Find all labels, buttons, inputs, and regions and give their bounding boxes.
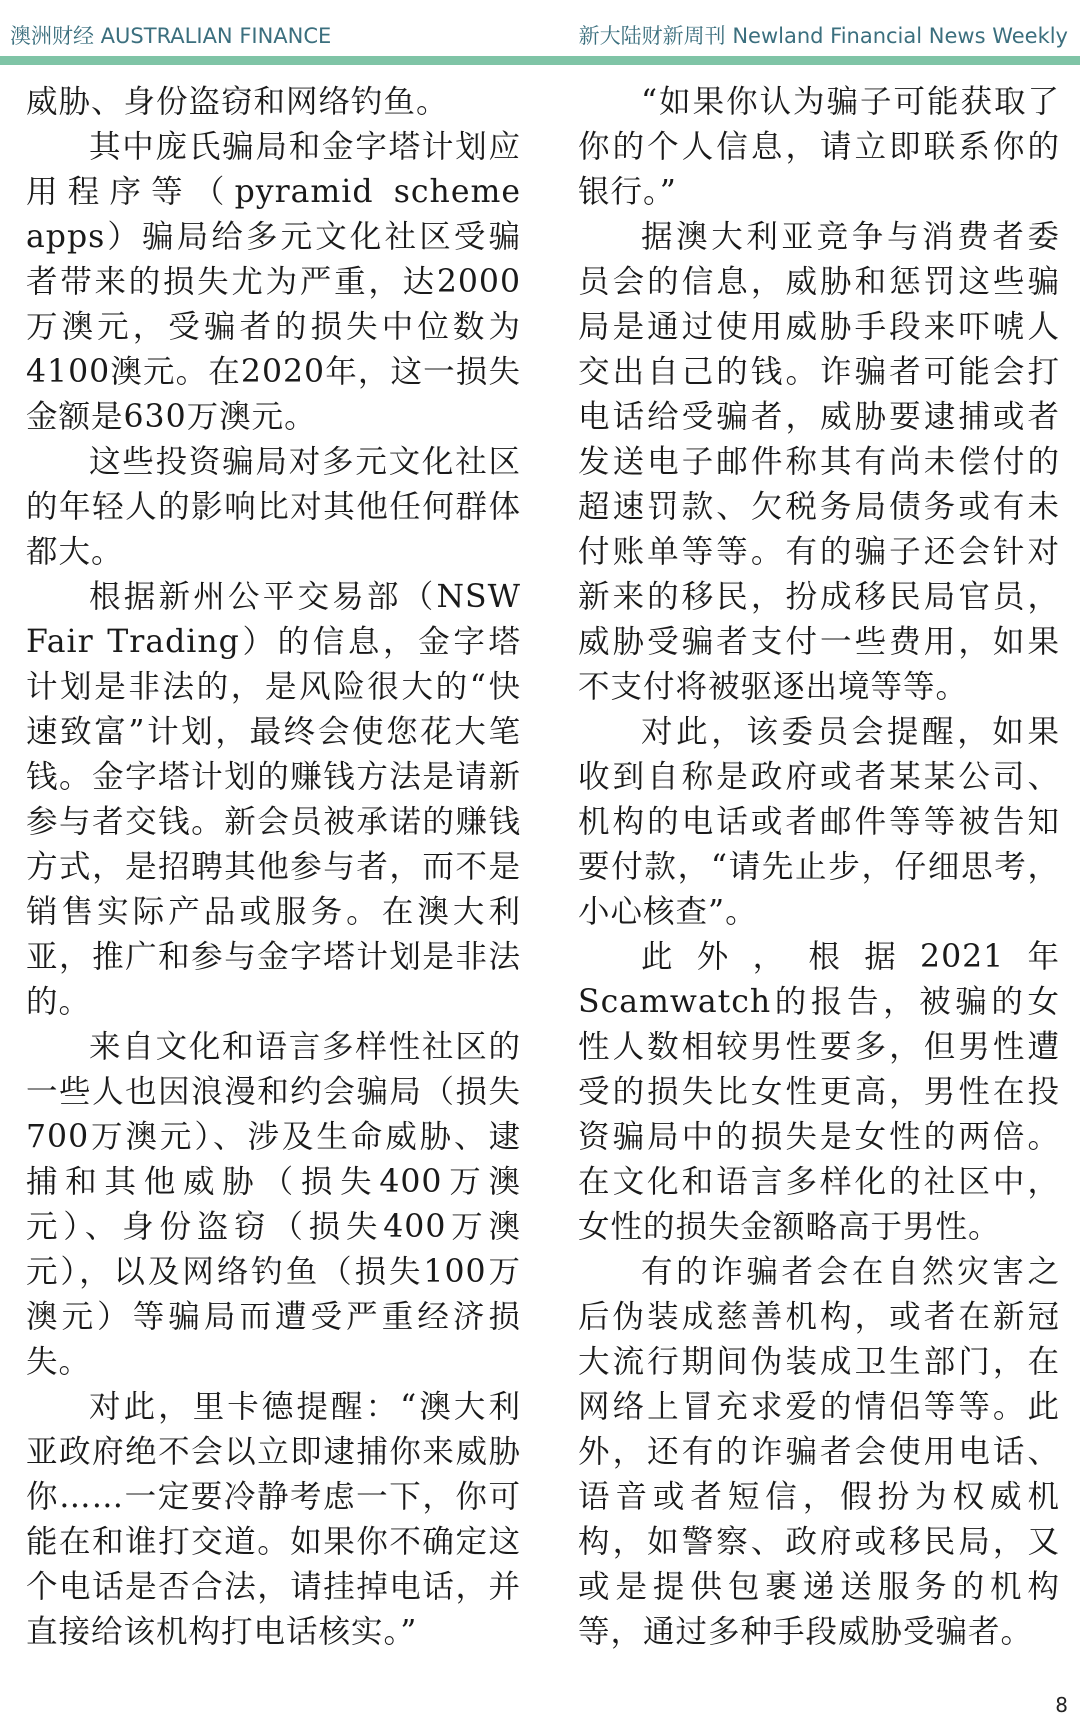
paragraph: 对此，里卡德提醒：“澳大利亚政府绝不会以立即逮捕你来威胁你……一定要冷静考虑一下，你可能在和谁打交道。如果你不确定这个电话是否合法，请挂掉电话，并直接给该机构打电话核实。” [26, 1389, 521, 1650]
page-number: 8 [1055, 1693, 1068, 1717]
paragraph: 根据新州公平交易部（NSW Fair Trading）的信息，金字塔计划是非法的，是风险很大的“快速致富”计划，最终会使您花大笔钱。金字塔计划的赚钱方法是请新参与者交钱。新会员被承诺的赚钱方式，是招聘其他参与者，而不是销售实际产品或服务。在澳大利亚，推广和参与金字塔计划是非法的。 [26, 579, 521, 1020]
section-title: 澳洲财经 AUSTRALIAN FINANCE [10, 24, 332, 48]
paragraph: 威胁、身份盗窃和网络钓鱼。 [26, 84, 449, 120]
publication-title: 新大陆财新周刊 Newland Financial News Weekly [578, 24, 1068, 48]
paragraph: 据澳大利亚竞争与消费者委员会的信息，威胁和惩罚这些骗局是通过使用威胁手段来吓唬人交出自己的钱。诈骗者可能会打电话给受骗者，威胁要逮捕或者发送电子邮件称其有尚未偿付的超速罚款、欠税务局债务或有未付账单等等。有的骗子还会针对新来的移民，扮成移民局官员，威胁受骗者支付一些费用，如果不支付将被驱逐出境等等。 [578, 219, 1060, 705]
paragraph: 来自文化和语言多样性社区的一些人也因浪漫和约会骗局（损失700万澳元）、涉及生命威胁、逮捕和其他威胁（损失400万澳元）、身份盗窃（损失400万澳元），以及网络钓鱼（损失100万澳元）等骗局而遭受严重经济损失。 [26, 1029, 521, 1380]
paragraph: 其中庞氏骗局和金字塔计划应用程序等（pyramid scheme apps）骗局给多元文化社区受骗者带来的损失尤为严重，达2000万澳元，受骗者的损失中位数为4100澳元。在2020年，这一损失金额是630万澳元。 [26, 129, 521, 435]
header-divider [0, 56, 1080, 65]
paragraph: 此外，根据2021年Scamwatch的报告，被骗的女性人数相较男性要多，但男性遭受的损失比女性更高，男性在投资骗局中的损失是女性的两倍。在文化和语言多样化的社区中，女性的损失金额略高于男性。 [578, 939, 1060, 1245]
page-header [0, 0, 1080, 56]
left-column [26, 80, 521, 1670]
paragraph: 有的诈骗者会在自然灾害之后伪装成慈善机构，或者在新冠大流行期间伪装成卫生部门，在网络上冒充求爱的情侣等等。此外，还有的诈骗者会使用电话、语音或者短信，假扮为权威机构，如警察、政府或移民局，又或是提供包裹递送服务的机构等，通过多种手段威胁受骗者。 [578, 1254, 1060, 1650]
paragraph: 对此，该委员会提醒，如果收到自称是政府或者某某公司、机构的电话或者邮件等等被告知要付款，“请先止步，仔细思考，小心核查”。 [578, 714, 1060, 930]
paragraph: “如果你认为骗子可能获取了你的个人信息，请立即联系你的银行。” [578, 84, 1060, 210]
paragraph: 这些投资骗局对多元文化社区的年轻人的影响比对其他任何群体都大。 [26, 444, 521, 570]
right-column [578, 80, 1060, 1670]
